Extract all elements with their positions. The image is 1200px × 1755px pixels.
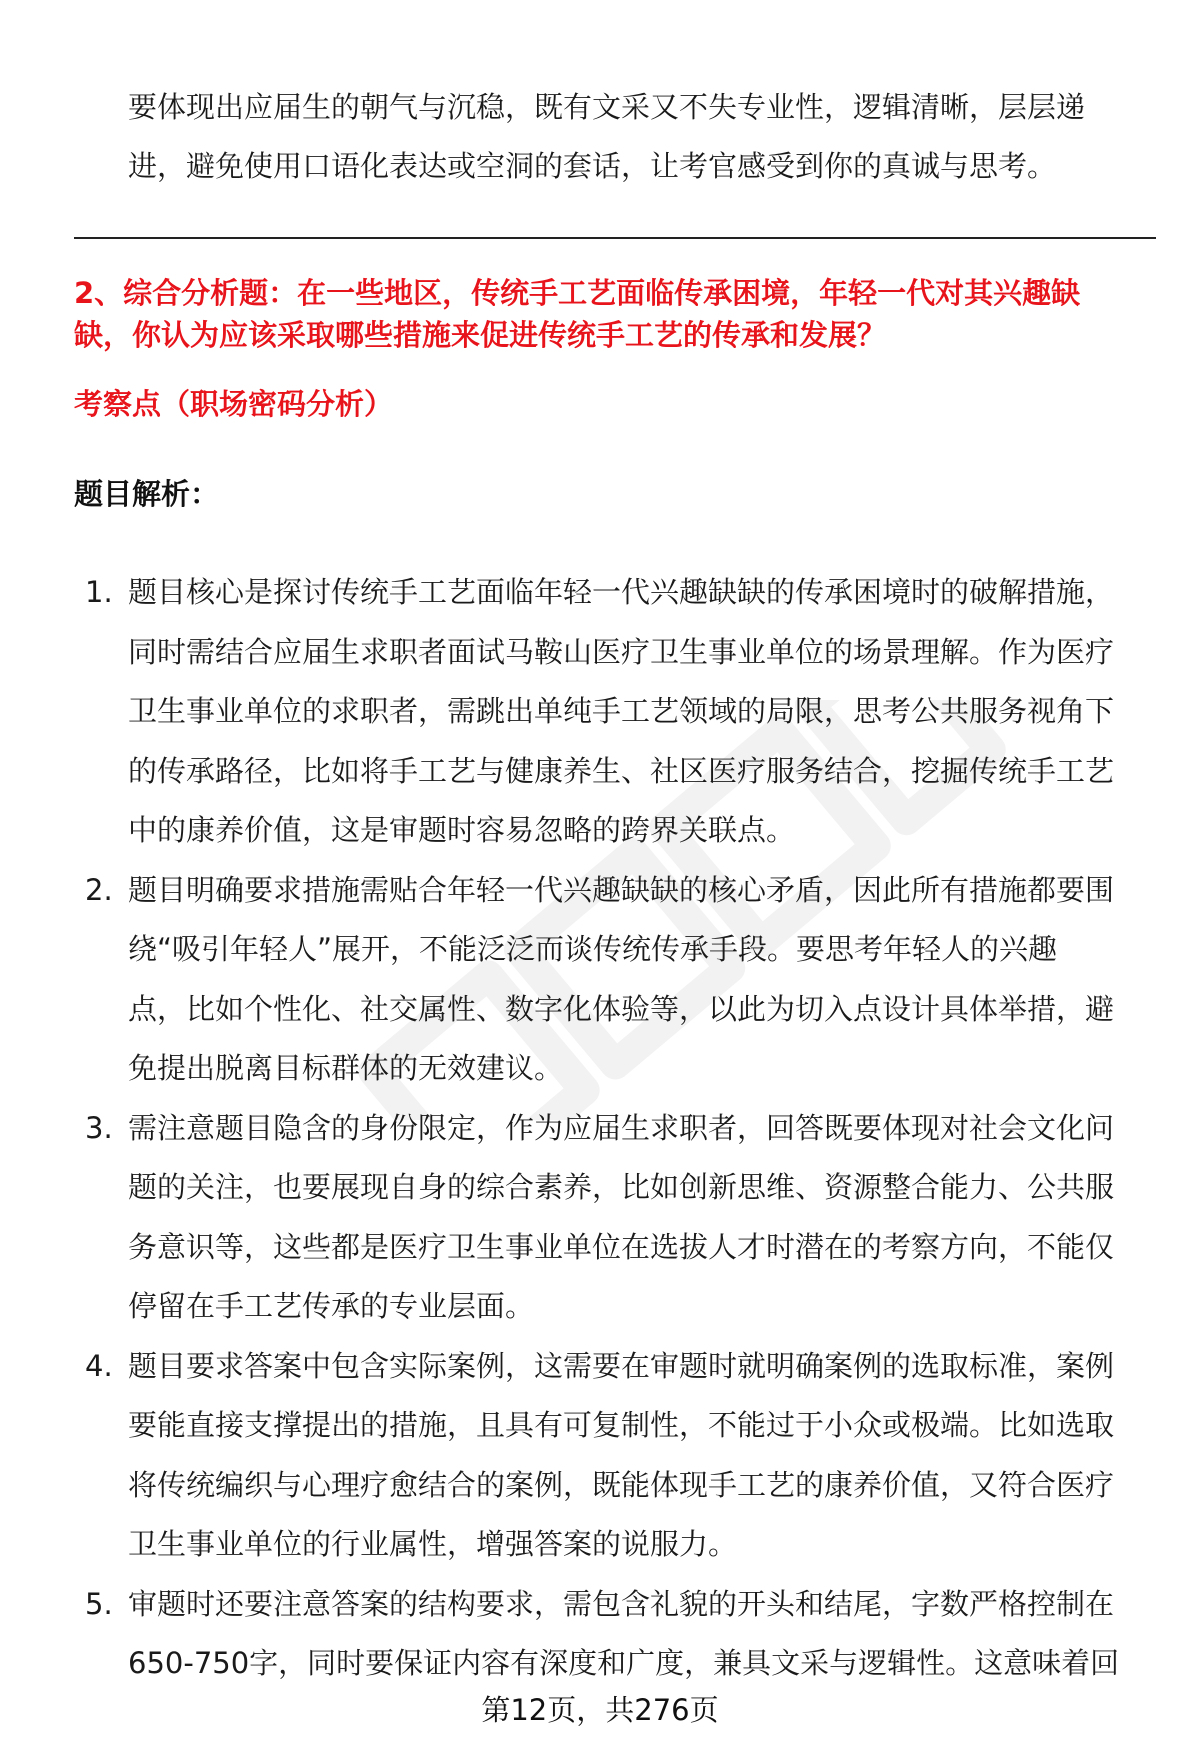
list-item-number: 1. — [85, 575, 113, 609]
list-item-line: 将传统编织与心理疗愈结合的案例，既能体现手工艺的康养价值，又符合医疗 — [128, 1467, 1115, 1502]
list-item-line: 点，比如个性化、社交属性、数字化体验等，以此为切入点设计具体举措，避 — [128, 991, 1115, 1026]
list-item — [80, 1099, 1160, 1337]
list-item-number: 5. — [85, 1586, 113, 1621]
list-item — [80, 861, 1160, 1099]
question-line: 2、综合分析题：在一些地区，传统手工艺面临传承困境，年轻一代对其兴趣缺 — [74, 276, 1081, 310]
list-item-line: 免提出脱离目标群体的无效建议。 — [128, 1051, 564, 1085]
list-item-line: 停留在手工艺传承的专业层面。 — [128, 1289, 535, 1323]
list-item-line: 务意识等，这些都是医疗卫生事业单位在选拔人才时潜在的考察方向，不能仅 — [128, 1229, 1115, 1264]
list-item-number: 3. — [85, 1110, 113, 1145]
analysis-list — [80, 563, 1160, 1694]
list-item — [80, 1575, 1160, 1694]
list-item-line: 的传承路径，比如将手工艺与健康养生、社区医疗服务结合，挖掘传统手工艺 — [128, 753, 1115, 788]
list-item — [80, 563, 1160, 861]
intro-line: 要体现出应届生的朝气与沉稳，既有文采又不失专业性，逻辑清晰，层层递 — [128, 90, 1086, 124]
list-item-number: 2. — [85, 872, 113, 907]
list-item-line: 题目明确要求措施需贴合年轻一代兴趣缺缺的核心矛盾，因此所有措施都要围 — [128, 872, 1115, 907]
list-item-line: 卫生事业单位的求职者，需跳出单纯手工艺领域的局限，思考公共服务视角下 — [128, 694, 1115, 728]
list-item-line: 绕“吸引年轻人”展开，不能泛泛而谈传统传承手段。要思考年轻人的兴趣 — [128, 932, 1058, 966]
question-line: 缺，你认为应该采取哪些措施来促进传统手工艺的传承和发展？ — [74, 318, 887, 352]
list-item-line: 需注意题目隐含的身份限定，作为应届生求职者，回答既要体现对社会文化问 — [128, 1110, 1115, 1145]
kaocha-heading: 考察点（职场密码分析） — [74, 387, 394, 421]
intro-line: 进，避免使用口语化表达或空洞的套话，让考官感受到你的真诚与思考。 — [128, 149, 1057, 183]
list-item-number: 4. — [85, 1348, 113, 1383]
intro-paragraph — [128, 78, 1128, 196]
section-divider — [74, 237, 1156, 239]
page-number: 第12页，共276页 — [481, 1693, 719, 1727]
list-item-line: 同时需结合应届生求职者面试马鞍山医疗卫生事业单位的场景理解。作为医疗 — [128, 634, 1115, 669]
jiexi-heading: 题目解析： — [74, 477, 220, 511]
list-item-line: 审题时还要注意答案的结构要求，需包含礼貌的开头和结尾，字数严格控制在 — [128, 1586, 1115, 1621]
list-item-line: 题的关注，也要展现自身的综合素养，比如创新思维、资源整合能力、公共服 — [128, 1170, 1115, 1204]
list-item-line: 要能直接支撑提出的措施，且具有可复制性，不能过于小众或极端。比如选取 — [128, 1408, 1115, 1442]
question-heading — [74, 272, 1164, 356]
list-item-line: 题目要求答案中包含实际案例，这需要在审题时就明确案例的选取标准，案例 — [128, 1348, 1115, 1383]
list-item-line: 650-750字，同时要保证内容有深度和广度，兼具文采与逻辑性。这意味着回 — [128, 1646, 1120, 1680]
list-item-line: 中的康养价值，这是审题时容易忽略的跨界关联点。 — [128, 813, 796, 847]
list-item-line: 题目核心是探讨传统手工艺面临年轻一代兴趣缺缺的传承困境时的破解措施， — [128, 575, 1115, 609]
list-item-line: 卫生事业单位的行业属性，增强答案的说服力。 — [128, 1527, 738, 1561]
list-item — [80, 1337, 1160, 1575]
